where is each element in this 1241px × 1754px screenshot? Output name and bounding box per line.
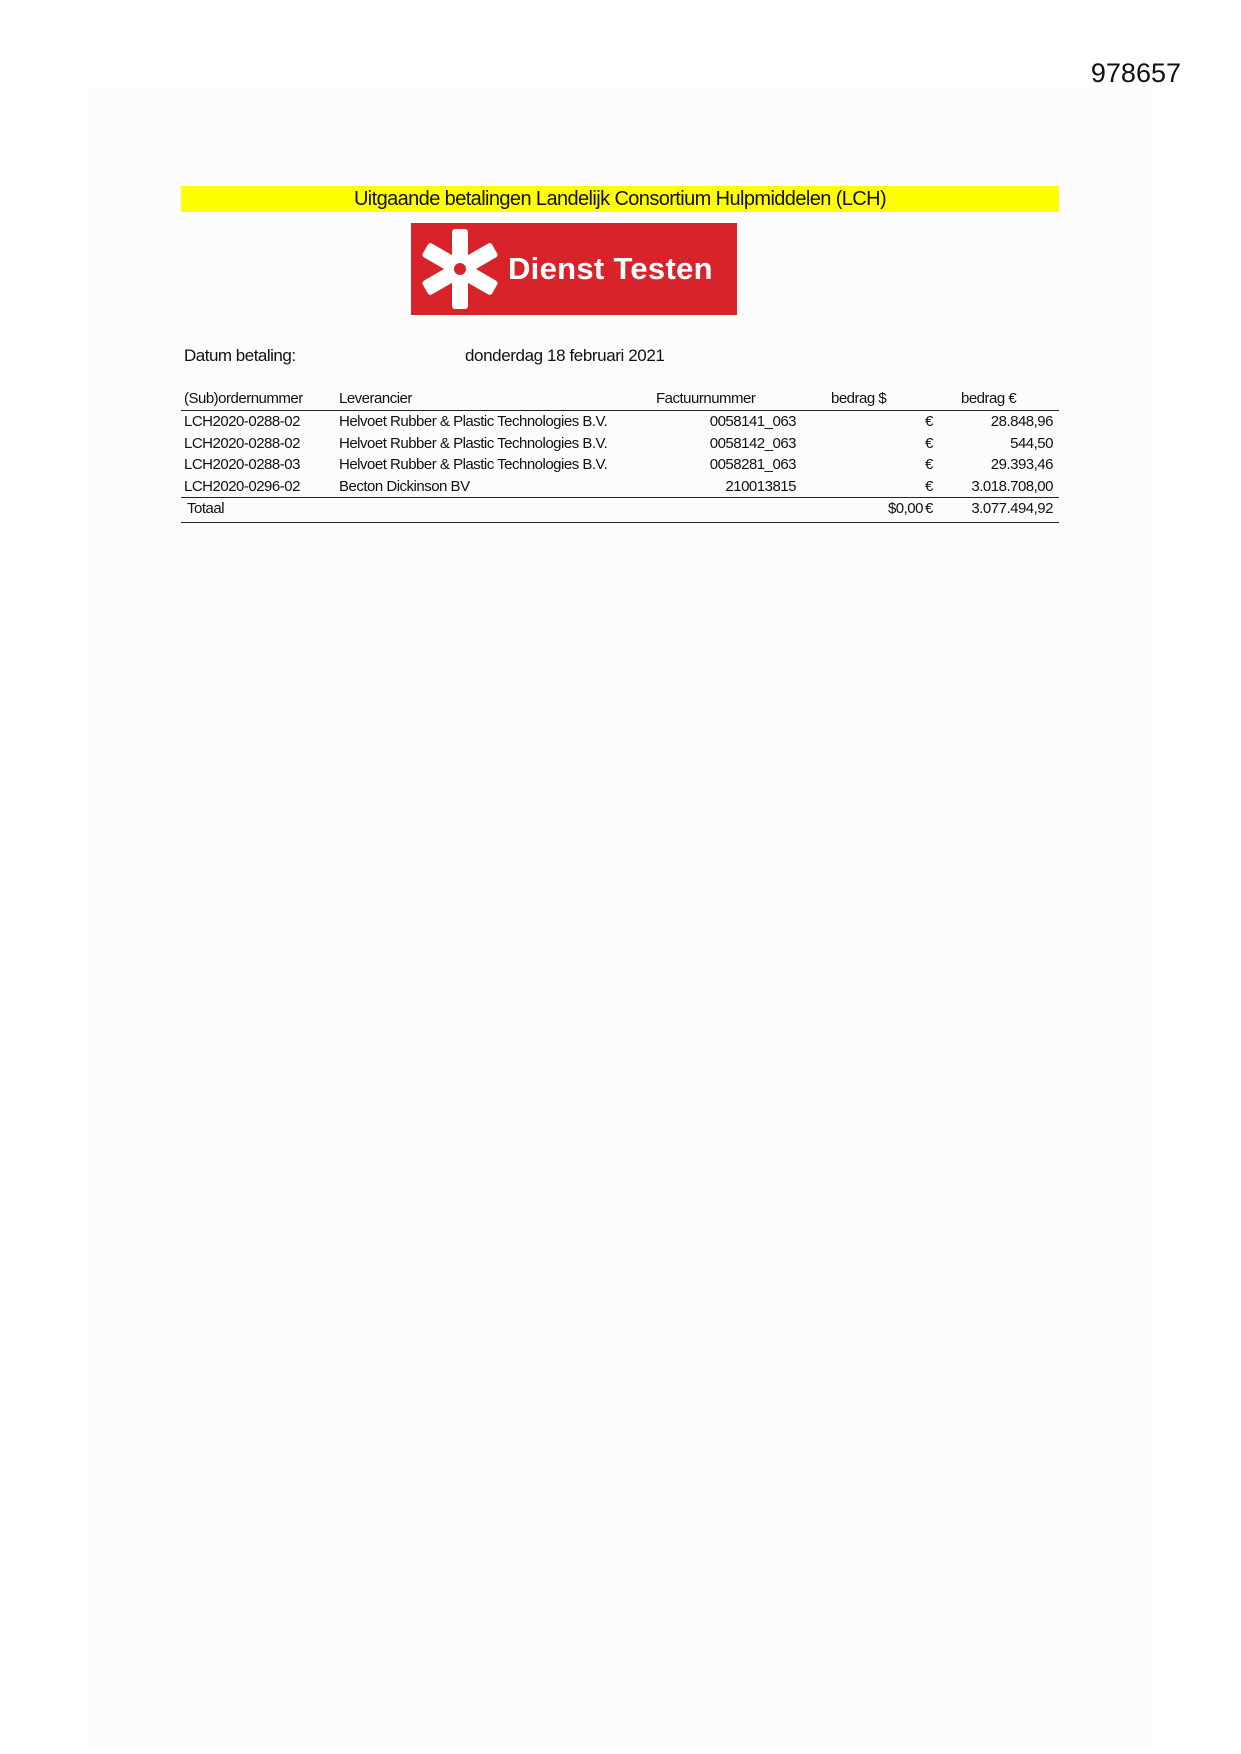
row-supplier: Becton Dickinson BV (339, 477, 470, 495)
total-usd: $0,00 (887, 500, 923, 517)
row-amount: 544,50 (1010, 434, 1053, 452)
row-supplier: Helvoet Rubber & Plastic Technologies B.V. (339, 413, 608, 430)
header-order: (Sub)ordernummer (184, 390, 303, 407)
payments-table (181, 388, 1059, 523)
row-currency: € (925, 456, 933, 473)
row-order: LCH2020-0288-03 (184, 456, 300, 473)
row-amount: 3.018.708,00 (971, 477, 1053, 495)
total-row (181, 497, 1059, 520)
table-header (181, 388, 1059, 411)
row-order: LCH2020-0288-02 (184, 413, 300, 430)
row-supplier: Helvoet Rubber & Plastic Technologies B.V. (339, 434, 608, 452)
document-number: 978657 (1090, 58, 1181, 88)
row-supplier: Helvoet Rubber & Plastic Technologies B.V. (339, 456, 608, 473)
total-underline (181, 522, 1059, 523)
row-amount: 29.393,46 (990, 456, 1053, 473)
table-row (181, 454, 1059, 476)
header-invoice: Factuurnummer (656, 390, 756, 407)
row-invoice: 210013815 (725, 477, 796, 495)
payment-date-label: Datum betaling: (184, 346, 296, 365)
header-usd: bedrag $ (831, 390, 887, 407)
page-sheet (88, 88, 1152, 1748)
header-supplier: Leverancier (339, 390, 412, 407)
row-currency: € (925, 477, 933, 495)
row-invoice: 0058141_063 (709, 413, 796, 430)
row-currency: € (925, 434, 933, 452)
total-amount: 3.077.494,92 (971, 500, 1053, 517)
row-order: LCH2020-0288-02 (184, 434, 300, 452)
table-row (181, 411, 1059, 433)
logo-text: Dienst Testen (508, 251, 713, 286)
total-currency: € (925, 500, 933, 517)
row-invoice: 0058142_063 (709, 434, 796, 452)
total-label: Totaal (187, 500, 225, 517)
table-row (181, 476, 1059, 498)
table-row (181, 433, 1059, 455)
asterisk-star-icon (418, 227, 502, 311)
row-currency: € (925, 413, 933, 430)
banner-title: Uitgaande betalingen Landelijk Consortium Hulpmiddelen (LCH) (181, 186, 1059, 212)
payment-date-value: donderdag 18 februari 2021 (465, 346, 665, 365)
dienst-testen-logo (411, 223, 737, 315)
header-eur: bedrag € (961, 390, 1017, 407)
row-invoice: 0058281_063 (709, 456, 796, 473)
row-order: LCH2020-0296-02 (184, 477, 300, 495)
row-amount: 28.848,96 (990, 413, 1053, 430)
